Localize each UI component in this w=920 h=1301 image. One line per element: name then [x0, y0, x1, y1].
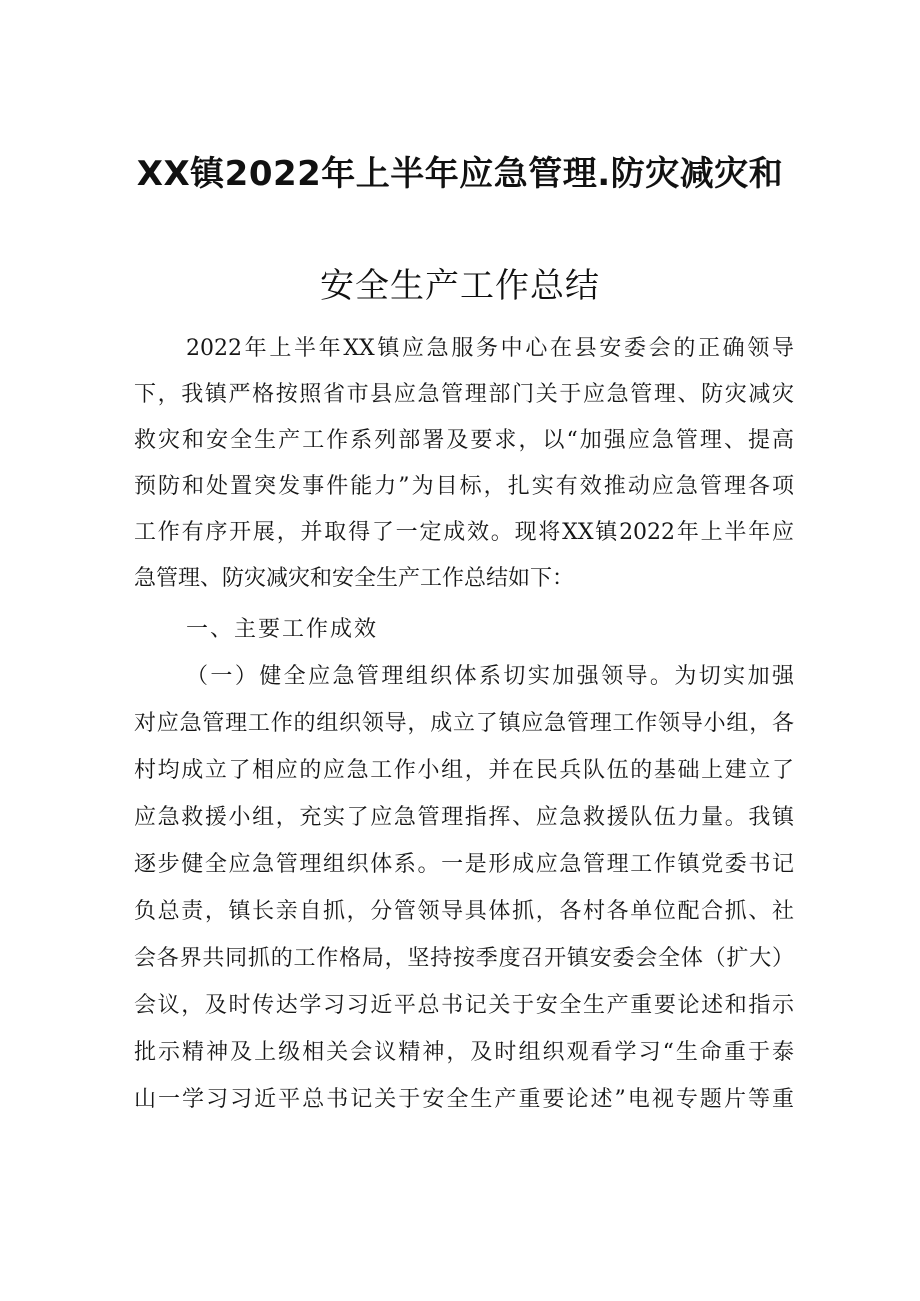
section-heading: 一、主要工作成效: [186, 617, 379, 642]
paragraph-1-line: 救灾和安全生产工作系列部署及要求，以“加强应急管理、提高: [134, 428, 794, 453]
paragraph-2-line: 对应急管理工作的组织领导，成立了镇应急管理工作领导小组，各: [134, 711, 794, 736]
paragraph-2-line: 村均成立了相应的应急工作小组，并在民兵队伍的基础上建立了: [134, 758, 794, 783]
paragraph-1-line: 工作有序开展，并取得了一定成效。现将XX镇2022年上半年应: [134, 520, 794, 545]
document-title-line-2: 安全生产工作总结: [320, 266, 600, 306]
paragraph-2-line: 逐步健全应急管理组织体系。一是形成应急管理工作镇党委书记: [134, 852, 794, 877]
paragraph-2-line: 会各界共同抓的工作格局，坚持按季度召开镇安委会全体（扩大）: [134, 946, 794, 971]
paragraph-2-line: 批示精神及上级相关会议精神，及时组织观看学习“生命重于泰: [134, 1040, 794, 1065]
paragraph-1-line: 2022年上半年XX镇应急服务中心在县安委会的正确领导: [186, 336, 794, 361]
paragraph-1-line: 预防和处置突发事件能力”为目标，扎实有效推动应急管理各项: [134, 474, 794, 499]
paragraph-1-line: 下，我镇严格按照省市县应急管理部门关于应急管理、防灾减灾: [134, 382, 794, 407]
paragraph-2-line: 负总责，镇长亲自抓，分管领导具体抓，各村各单位配合抓、社: [134, 899, 794, 924]
paragraph-2-line: 应急救援小组，充实了应急管理指挥、应急救援队伍力量。我镇: [134, 805, 794, 830]
document-title-line-1: XX镇2022年上半年应急管理.防灾减灾和: [136, 154, 784, 194]
paragraph-2-line: 山一学习习近平总书记关于安全生产重要论述”电视专题片等重: [134, 1087, 794, 1112]
paragraph-2-line: 会议，及时传达学习习近平总书记关于安全生产重要论述和指示: [134, 993, 794, 1018]
paragraph-1-line: 急管理、防灾减灾和安全生产工作总结如下：: [134, 566, 575, 591]
paragraph-2-line: （一）健全应急管理组织体系切实加强领导。为切实加强: [186, 664, 794, 689]
